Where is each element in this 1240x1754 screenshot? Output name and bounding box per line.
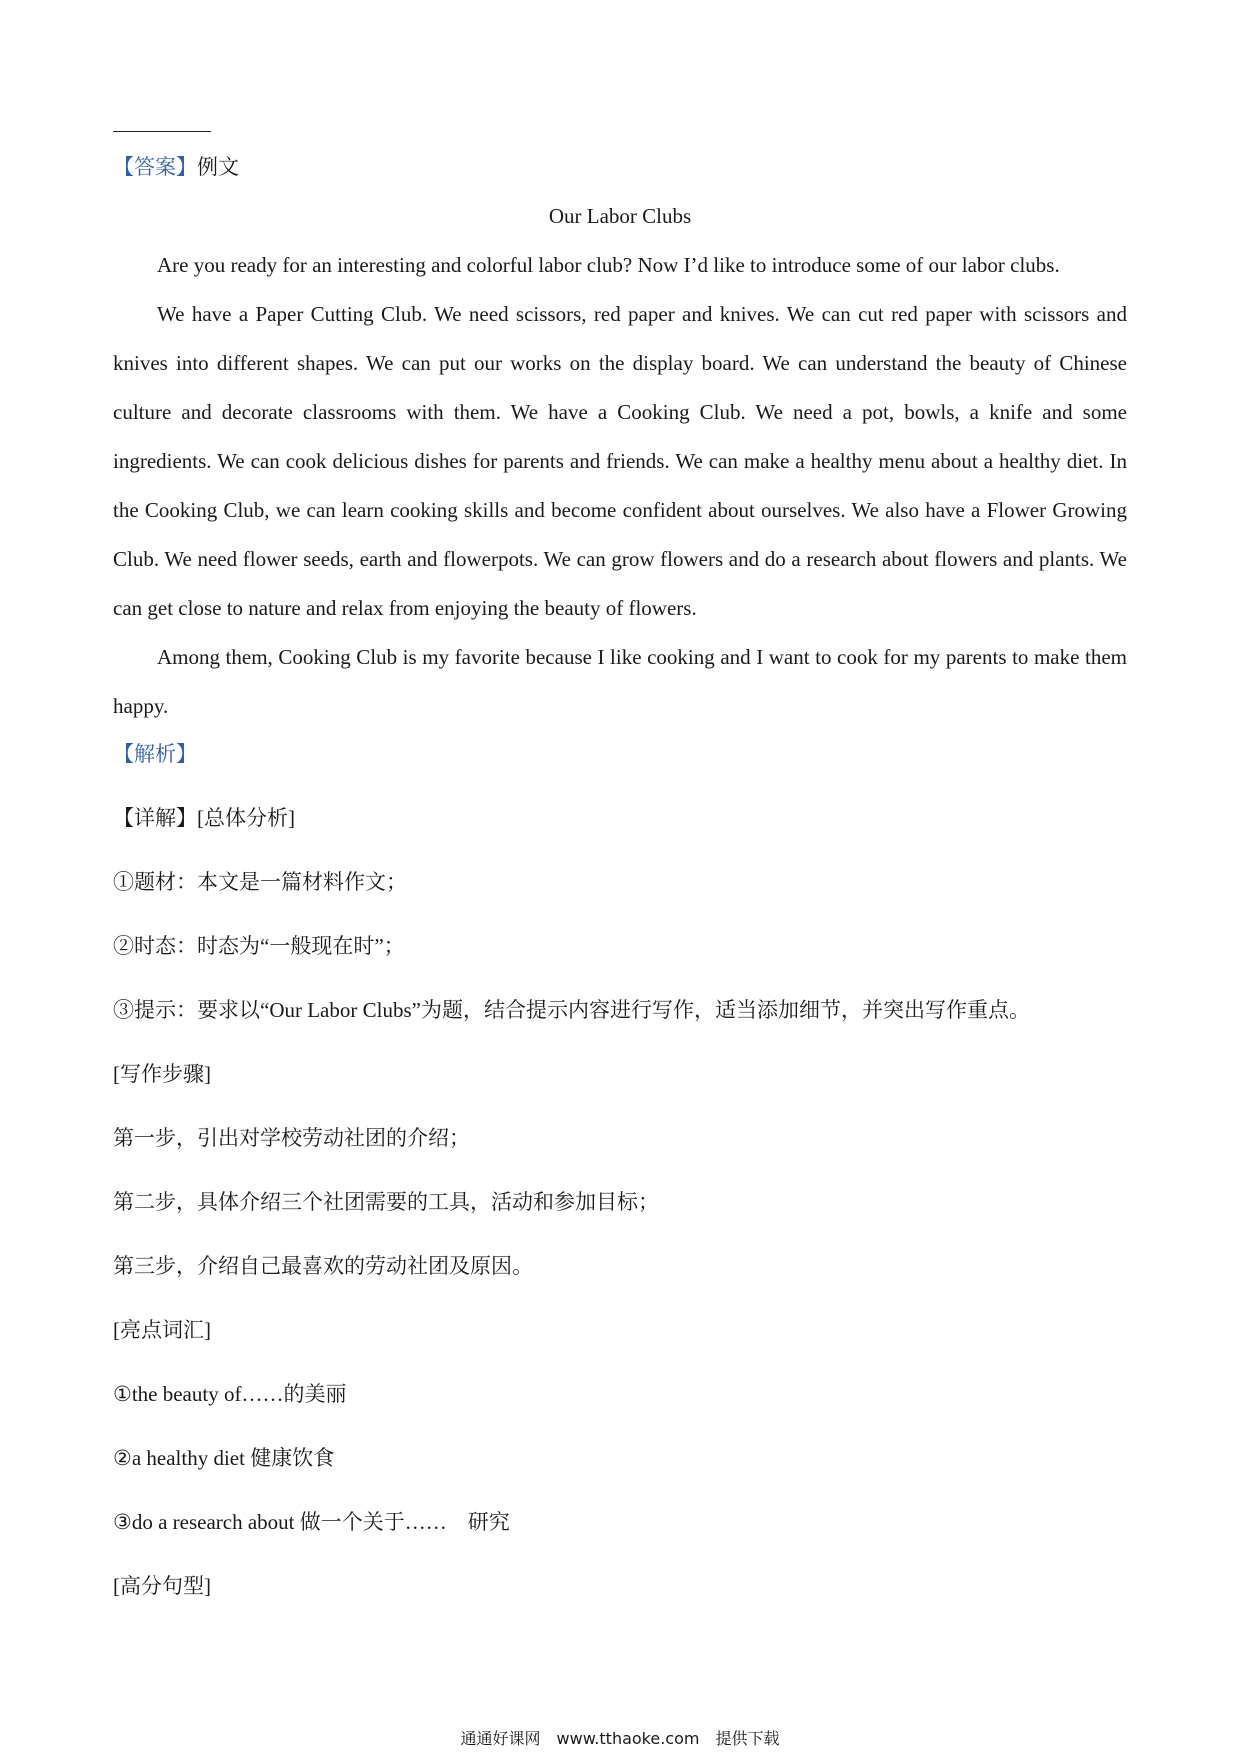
essay-title: Our Labor Clubs xyxy=(548,204,692,228)
analysis-line-2: ①题材：本文是一篇材料作文； xyxy=(113,870,407,894)
analysis-line-10: ①the beauty of……的美丽 xyxy=(113,1382,347,1406)
answer-tag: 【答案】 xyxy=(113,155,197,179)
top-rule xyxy=(113,131,211,132)
analysis-line-5: [写作步骤] xyxy=(113,1062,211,1086)
analysis-line-8: 第三步，介绍自己最喜欢的劳动社团及原因。 xyxy=(113,1254,533,1278)
analysis-line-12: ③do a research about 做一个关于…… 研究 xyxy=(113,1510,510,1534)
answer-label: 例文 xyxy=(197,155,239,179)
essay-paragraph-2: We have a Paper Cutting Club. We need scissors, red paper and knives. We can cut red paper with scissors and knives into different shapes. We can put our works on the display board. We can understand the beauty of Chinese culture and decorate classrooms with them. We have a Cooking Club. We need a pot, bowls, a knife and some ingredients. We can cook delicious dishes for parents and friends. We can make a healthy menu about a healthy diet. In the Cooking Club, we can learn cooking skills and become confident about ourselves. We also have a Flower Growing Club. We need flower seeds, earth and flowerpots. We can grow flowers and do a research about flowers and plants. We can get close to nature and relax from enjoying the beauty of flowers. xyxy=(113,302,1127,620)
analysis-line-4: ③提示：要求以“Our Labor Clubs”为题，结合提示内容进行写作，适当添加细节，并突出写作重点。 xyxy=(113,998,1030,1022)
essay-paragraph-1: Are you ready for an interesting and colorful labor club? Now I’d like to introduce some of our labor clubs. xyxy=(157,253,1060,277)
analysis-line-3: ②时态：时态为“一般现在时”； xyxy=(113,934,405,958)
analysis-line-9: [亮点词汇] xyxy=(113,1318,211,1342)
analysis-tag: 【解析】 xyxy=(113,742,197,766)
analysis-line-1: 【详解】[总体分析] xyxy=(113,806,295,830)
essay-paragraph-3: Among them, Cooking Club is my favorite because I like cooking and I want to cook for my parents to make them happy. xyxy=(113,645,1127,718)
page-footer: 通通好课网 www.tthaoke.com 提供下载 xyxy=(460,1729,780,1748)
analysis-line-11: ②a healthy diet 健康饮食 xyxy=(113,1446,335,1470)
analysis-line-13: [高分句型] xyxy=(113,1574,211,1598)
analysis-line-6: 第一步，引出对学校劳动社团的介绍； xyxy=(113,1126,470,1150)
answer-heading xyxy=(113,153,239,181)
analysis-line-7: 第二步，具体介绍三个社团需要的工具，活动和参加目标； xyxy=(113,1190,659,1214)
